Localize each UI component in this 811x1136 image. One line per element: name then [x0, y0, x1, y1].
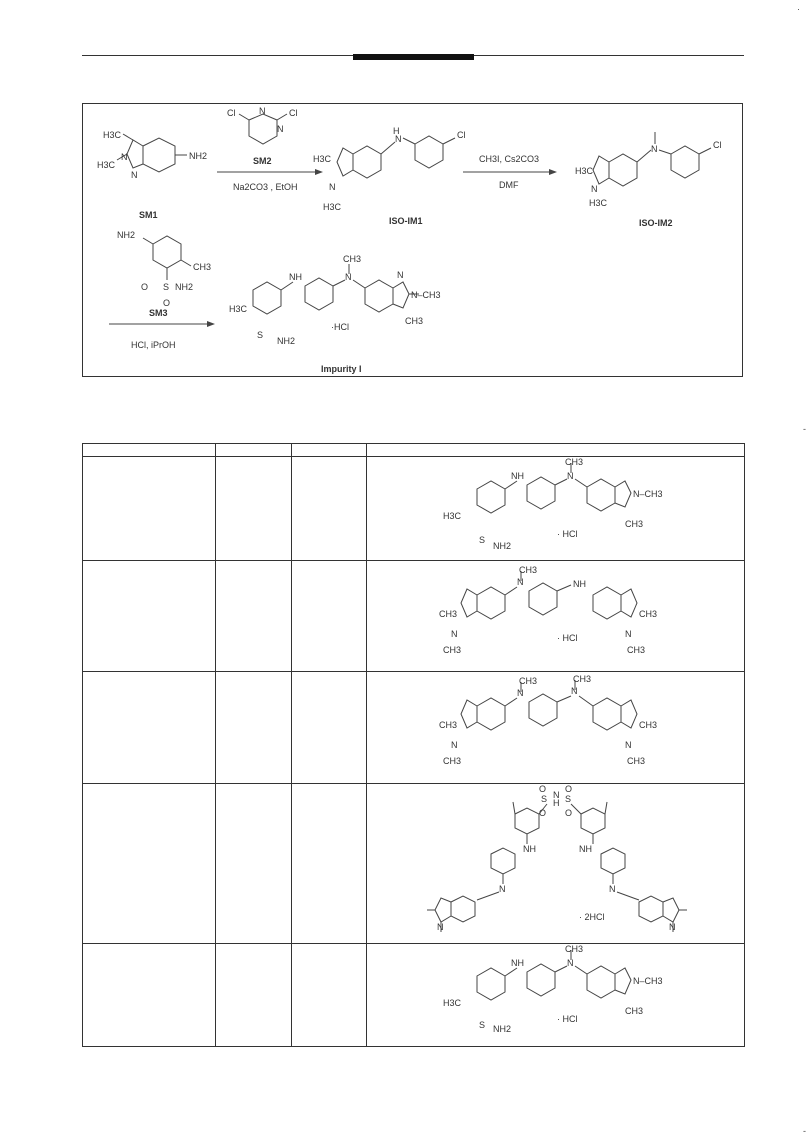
sm3-structure: [117, 230, 211, 308]
sm1-nh2: NH2: [189, 151, 208, 161]
impurity-1-label: Impurity I: [321, 364, 362, 374]
iso-im1-cl: Cl: [457, 130, 466, 140]
imp1-s: S: [257, 330, 264, 340]
r2-n-left: N: [451, 629, 458, 639]
r4-n-center: N: [553, 790, 560, 800]
sm3-s: S: [163, 282, 170, 292]
imp1-nh2: NH2: [277, 336, 296, 346]
r5-ch3: CH3: [565, 944, 584, 954]
r1-salt: · HCl: [557, 529, 578, 539]
table-cell: [83, 784, 216, 944]
iso-im2-n: N: [651, 144, 658, 154]
r4-n-me-right: N: [609, 884, 616, 894]
r5-nh: NH: [511, 958, 524, 968]
r4-n-ring-right: N: [669, 922, 676, 932]
r4-o-left-bottom: O: [539, 808, 547, 818]
row2-structure: [367, 561, 743, 670]
r4-n-ring-left: N: [437, 922, 444, 932]
r5-s: S: [479, 1020, 486, 1030]
step2-conditions-top: CH3I, Cs2CO3: [479, 154, 540, 164]
r4-s-left: S: [541, 794, 548, 804]
sm1-n: N: [121, 152, 128, 162]
structure-cell: [367, 784, 745, 944]
r5-salt: · HCl: [557, 1014, 578, 1024]
r3-ch3-left: CH3: [439, 720, 458, 730]
r4-nh-center: H: [553, 798, 560, 808]
iso-im2-n-n: N: [591, 184, 598, 194]
row5-structure: [367, 944, 743, 1045]
r3-ch3-right-top: CH3: [573, 674, 592, 684]
header-bar: [353, 54, 474, 60]
table-row: [83, 784, 745, 944]
imp1-ch3-ring: CH3: [405, 316, 424, 326]
table-row: [83, 672, 745, 784]
sm2-cl-left: Cl: [227, 108, 236, 118]
r1-ch3-ring: CH3: [625, 519, 644, 529]
r4-s-right: S: [565, 794, 572, 804]
r4-salt: · 2HCl: [579, 912, 605, 922]
r3-n-left: N: [517, 688, 524, 698]
structure-cell: [367, 672, 745, 784]
table-cell: [83, 672, 216, 784]
r2-salt: · HCl: [557, 633, 578, 643]
r2-ch3-left-n: CH3: [443, 645, 462, 655]
r4-o-right-top: O: [565, 784, 573, 794]
table-cell: [83, 561, 216, 672]
r5-ch3-ring: CH3: [625, 1006, 644, 1016]
sm2-structure: [227, 106, 298, 144]
r1-nh: NH: [511, 471, 524, 481]
corner-mark-top: ·: [797, 4, 800, 14]
sm3-nh2: NH2: [175, 282, 194, 292]
table-cell: [83, 457, 216, 561]
sm1-structure: [97, 130, 207, 180]
iso-im1-h: H: [393, 126, 400, 136]
table-cell: [216, 784, 292, 944]
imp1-h3c: H3C: [229, 304, 248, 314]
iso-im1-ch3: H3C: [323, 202, 342, 212]
r5-n-ch3: N–CH3: [633, 976, 663, 986]
table-row: [83, 561, 745, 672]
table-cell: [216, 944, 292, 1047]
table-header-cell: [292, 444, 367, 457]
imp1-ch3-top: CH3: [343, 254, 362, 264]
r3-n-ring-right: N: [625, 740, 632, 750]
row1-structure: [367, 457, 743, 559]
r3-ch3-right-n: CH3: [627, 756, 646, 766]
sm1-ch3-top: H3C: [103, 130, 122, 140]
r2-n: N: [517, 577, 524, 587]
r3-n-right: N: [571, 686, 578, 696]
r3-ch3-right: CH3: [639, 720, 658, 730]
r2-nh: NH: [573, 579, 586, 589]
r1-n: N: [567, 471, 574, 481]
row3-structure: [367, 672, 743, 782]
table-cell: [292, 561, 367, 672]
r5-h3c: H3C: [443, 998, 462, 1008]
table-cell: [292, 457, 367, 561]
r3-ch3-left-n: CH3: [443, 756, 462, 766]
table-cell: [292, 672, 367, 784]
sm3-o-bottom: O: [163, 298, 171, 308]
r5-nh2: NH2: [493, 1024, 512, 1034]
sm2-label: SM2: [253, 156, 272, 166]
table-cell: [83, 944, 216, 1047]
table-cell: [216, 672, 292, 784]
impurity-table-wrapper: [82, 443, 744, 1047]
sm1-ch3-n: H3C: [97, 160, 116, 170]
r1-nh2: NH2: [493, 541, 512, 551]
corner-mark-bottom: -: [803, 1126, 806, 1136]
table-row: [83, 457, 745, 561]
table-cell: [216, 457, 292, 561]
sm3-label: SM3: [149, 308, 168, 318]
iso-im2-cl: Cl: [713, 140, 722, 150]
synthesis-scheme: [82, 103, 743, 377]
imp1-salt: ·HCl: [331, 322, 349, 332]
table-cell: [292, 944, 367, 1047]
sm3-h2n: NH2: [117, 230, 136, 240]
row4-structure: [367, 784, 743, 942]
impurity-1-structure: [229, 254, 441, 346]
iso-im1-n: N: [395, 134, 402, 144]
iso-im1-n-n: N: [329, 182, 336, 192]
r1-n-ch3: N–CH3: [633, 489, 663, 499]
r2-ch3-top: CH3: [519, 565, 538, 575]
impurity-table: [82, 443, 745, 1047]
iso-im1-h3c: H3C: [313, 154, 332, 164]
r1-ch3: CH3: [565, 457, 584, 467]
step3-conditions: HCl, iPrOH: [131, 340, 176, 350]
table-cell: [292, 784, 367, 944]
step2-conditions-bottom: DMF: [499, 180, 519, 190]
table-header-cell: [367, 444, 745, 457]
r2-ch3-right-n: CH3: [627, 645, 646, 655]
r2-ch3-left: CH3: [439, 609, 458, 619]
sm3-o-left: O: [141, 282, 149, 292]
r1-s: S: [479, 535, 486, 545]
iso-im2-h3c: H3C: [575, 166, 594, 176]
step1-conditions: Na2CO3 , EtOH: [233, 182, 298, 192]
r5-n: N: [567, 958, 574, 968]
r4-o-right-bottom: O: [565, 808, 573, 818]
r2-n-right: N: [625, 629, 632, 639]
sm1-label: SM1: [139, 210, 158, 220]
imp1-n-ring: N: [397, 270, 404, 280]
table-header-row: [83, 444, 745, 457]
r4-o-left-top: O: [539, 784, 547, 794]
r1-h3c: H3C: [443, 511, 462, 521]
iso-im2-label: ISO-IM2: [639, 218, 673, 228]
table-header-cell: [83, 444, 216, 457]
r2-ch3-right: CH3: [639, 609, 658, 619]
iso-im1-structure: [313, 126, 466, 212]
imp1-n: N: [345, 272, 352, 282]
iso-im2-ch3: H3C: [589, 198, 608, 208]
table-row: [83, 944, 745, 1047]
r4-n-me-left: N: [499, 884, 506, 894]
sm2-cl-right: Cl: [289, 108, 298, 118]
imp1-n-ch3: N–CH3: [411, 290, 441, 300]
table-cell: [216, 561, 292, 672]
sm1-n2: N: [131, 170, 138, 180]
structure-cell: [367, 944, 745, 1047]
r4-nh-right: NH: [579, 844, 592, 854]
r3-n-ring-left: N: [451, 740, 458, 750]
scheme-svg: [83, 104, 744, 378]
sm2-n: N: [259, 106, 266, 116]
sm2-n2: N: [277, 124, 284, 134]
sm3-ch3: CH3: [193, 262, 212, 272]
r3-ch3-left-top: CH3: [519, 676, 538, 686]
structure-cell: [367, 457, 745, 561]
imp1-nh: NH: [289, 272, 302, 282]
iso-im2-structure: [575, 132, 722, 208]
r4-nh-left: NH: [523, 844, 536, 854]
corner-mark-right: -: [803, 424, 806, 434]
iso-im1-label: ISO-IM1: [389, 216, 423, 226]
structure-cell: [367, 561, 745, 672]
table-header-cell: [216, 444, 292, 457]
